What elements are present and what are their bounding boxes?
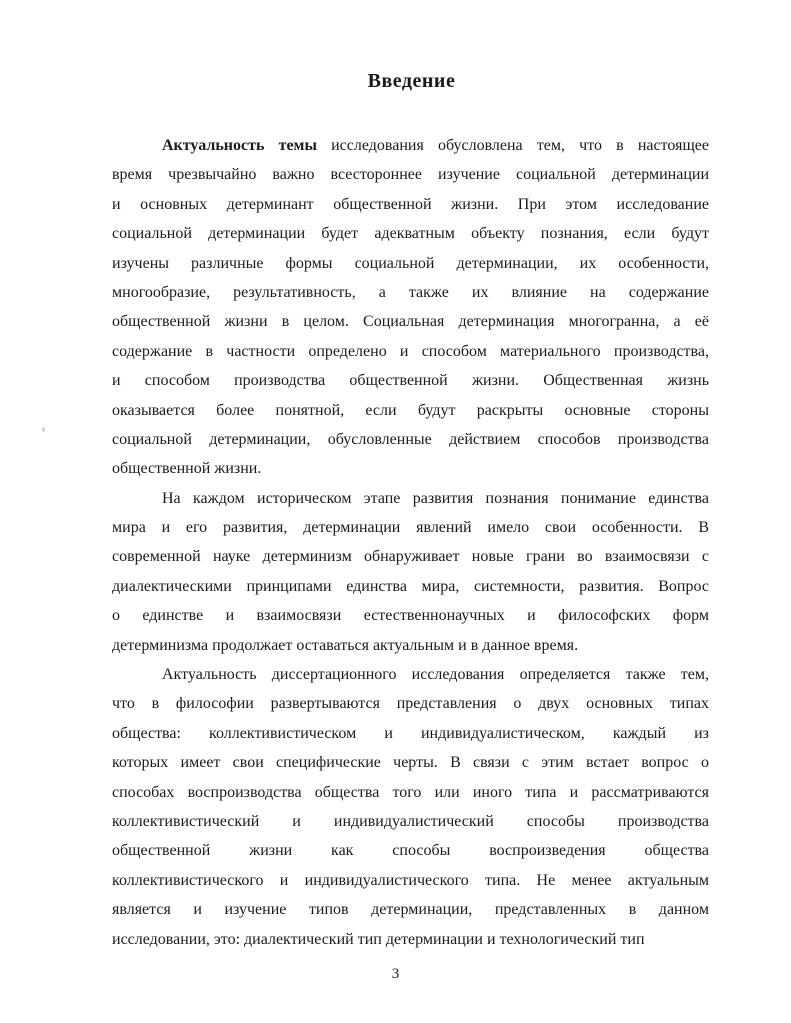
text-line: общества: коллективистическом и индивидуалистическом, каждый из: [112, 724, 709, 742]
text-line: и способом производства общественной жизни. Общественная жизнь: [112, 372, 709, 390]
text-line: содержание в частности определено и способом материального производства,: [112, 342, 709, 360]
text-line: время чрезвычайно важно всестороннее изучение социальной детерминации: [112, 166, 709, 184]
text-line: детерминизма продолжает оставаться актуальным и в данное время.: [112, 636, 579, 654]
text-line: коллективистический и индивидуалистический способы производства: [112, 812, 709, 830]
text-line: является и изучение типов детерминации, представленных в данном: [112, 901, 709, 919]
text-line: современной науке детерминизм обнаруживает новые грани во взаимосвязи с: [112, 548, 709, 566]
text-line: коллективистического и индивидуалистического типа. Не менее актуальным: [112, 871, 709, 889]
text-line: которых имеет свои специфические черты. В связи с этим встает вопрос о: [112, 754, 709, 772]
text-line: многообразие, результативность, а также их влияние на содержание: [112, 283, 709, 301]
paragraphs: [112, 131, 709, 954]
text-line: диалектическими принципами единства мира, системности, развития. Вопрос: [112, 577, 709, 595]
text-line: общественной жизни в целом. Социальная детерминация многогранна, а её: [112, 313, 709, 331]
text-line: что в философии развертываются представления о двух основных типах: [112, 695, 709, 713]
text-line: Актуальность диссертационного исследования определяется также тем,: [162, 666, 709, 684]
text-line: мира и его развития, детерминации явлений имело свои особенности. В: [112, 519, 709, 537]
text-line: о единстве и взаимосвязи естественнонаучных и философских форм: [112, 607, 709, 625]
text-line: социальной детерминации будет адекватным объекту познания, если будут: [112, 225, 709, 243]
text-line: Актуальность темы исследования обусловлена тем, что в настоящее: [162, 137, 709, 154]
page-number: 3: [391, 966, 400, 982]
text-line: изучены различные формы социальной детерминации, их особенности,: [112, 254, 709, 272]
scan-artifact-speck: [42, 427, 45, 432]
bold-lead-text: Актуальность темы: [162, 137, 317, 154]
page-title: Введение: [367, 70, 456, 92]
text-line: исследовании, это: диалектический тип детерминации и технологический тип: [112, 930, 645, 948]
text-line: способах воспроизводства общества того или иного типа и рассматриваются: [112, 783, 709, 801]
text-line: общественной жизни как способы воспроизведения общества: [112, 842, 709, 860]
paragraph: [112, 484, 709, 660]
text-line: оказывается более понятной, если будут раскрыты основные стороны: [112, 401, 709, 419]
paragraph: [112, 660, 709, 954]
text-line: На каждом историческом этапе развития познания понимание единства: [162, 489, 709, 507]
text-line: и основных детерминант общественной жизни. При этом исследование: [112, 195, 709, 213]
paragraph: [112, 131, 709, 484]
text-line: общественной жизни.: [112, 460, 262, 478]
text-line: социальной детерминации, обусловленные действием способов производства: [112, 430, 709, 448]
